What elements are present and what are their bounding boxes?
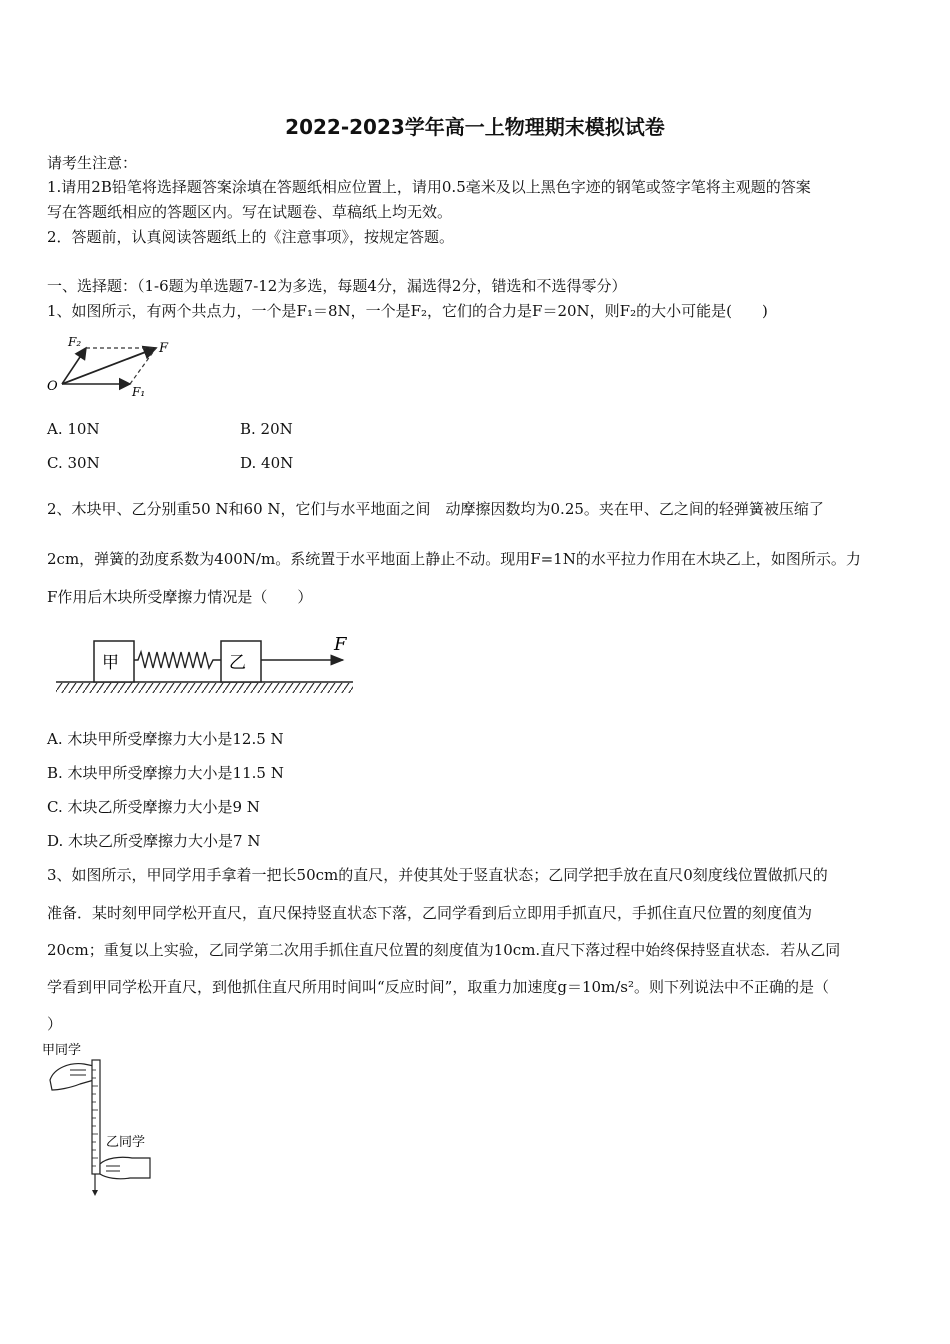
student-jia-label: 甲同学 bbox=[42, 1043, 82, 1058]
q2-option-c[interactable]: C. 木块乙所受摩擦力大小是9 N bbox=[47, 798, 260, 816]
q1-force-diagram bbox=[44, 332, 184, 402]
q1-stem: 1、如图所示，有两个共点力，一个是F₁＝8N，一个是F₂，它们的合力是F＝20N，则F₂的大小可能是( ) bbox=[47, 302, 768, 320]
q2-stem-line-1: 2、木块甲、乙分别重50 N和60 N，它们与水平地面之间 动摩擦因数均为0.25。夹在甲、乙之间的轻弹簧被压缩了 bbox=[47, 500, 824, 518]
q2-option-b[interactable]: B. 木块甲所受摩擦力大小是11.5 N bbox=[47, 764, 284, 782]
q3-ruler-diagram bbox=[40, 1040, 170, 1200]
q2-stem-line-2: 2cm，弹簧的劲度系数为400N/m。系统置于水平地面上静止不动。现用F=1N的水平拉力作用在木块乙上，如图所示。力 bbox=[47, 550, 861, 568]
q1-option-a[interactable]: A. 10N bbox=[47, 420, 100, 438]
label-f: F bbox=[159, 341, 169, 356]
label-f1: F₁ bbox=[132, 385, 146, 399]
section-heading: 一、选择题：（1-6题为单选题7-12为多选，每题4分，漏选得2分，错选和不选得零分） bbox=[47, 277, 627, 295]
ruler bbox=[92, 1060, 100, 1174]
force-label: F bbox=[334, 634, 347, 655]
notice-line-1: 1.请用2B铅笔将选择题答案涂填在答题纸相应位置上，请用0.5毫米及以上黑色字迹的钢笔或签字笔将主观题的答案 bbox=[47, 178, 811, 196]
ground-hatch bbox=[56, 683, 353, 693]
q1-option-b[interactable]: B. 20N bbox=[240, 420, 293, 438]
resultant-vector bbox=[62, 348, 156, 384]
q1-option-d[interactable]: D. 40N bbox=[240, 454, 294, 472]
notice-line-1b: 写在答题纸相应的答题区内。写在试题卷、草稿纸上均无效。 bbox=[47, 203, 453, 221]
q3-stem-line-3: 20cm；重复以上实验，乙同学第二次用手抓住直尺位置的刻度值为10cm.直尺下落过程中始终保持竖直状态．若从乙同 bbox=[47, 941, 841, 959]
hand-jia bbox=[50, 1064, 94, 1090]
notice-line-2: 2．答题前，认真阅读答题纸上的《注意事项》，按规定答题。 bbox=[47, 228, 455, 246]
q3-stem-line-5: ） bbox=[47, 1015, 63, 1033]
q3-stem-line-1: 3、如图所示，甲同学用手拿着一把长50cm的直尺，并使其处于竖直状态；乙同学把手放在直尺0刻度线位置做抓尺的 bbox=[47, 866, 828, 884]
q3-stem-line-4: 学看到甲同学松开直尺，到他抓住直尺所用时间叫“反应时间”，取重力加速度g＝10m/s²。则下列说法中不正确的是（ bbox=[47, 978, 830, 996]
block-jia-label: 甲 bbox=[102, 653, 119, 673]
q1-option-c[interactable]: C. 30N bbox=[47, 454, 100, 472]
block-yi-label: 乙 bbox=[229, 653, 246, 673]
label-o: O bbox=[47, 379, 58, 394]
student-yi-label: 乙同学 bbox=[106, 1135, 146, 1150]
q2-option-a[interactable]: A. 木块甲所受摩擦力大小是12.5 N bbox=[47, 730, 284, 748]
q2-stem-line-3: F作用后木块所受摩擦力情况是（ ） bbox=[47, 588, 313, 606]
spring bbox=[134, 652, 221, 668]
q3-stem-line-2: 准备．某时刻甲同学松开直尺，直尺保持竖直状态下落，乙同学看到后立即用手抓直尺，手抓住直尺位置的刻度值为 bbox=[47, 904, 813, 922]
hand-yi bbox=[100, 1157, 150, 1179]
page-title: 2022-2023学年高一上物理期末模拟试卷 bbox=[285, 115, 665, 139]
q2-option-d[interactable]: D. 木块乙所受摩擦力大小是7 N bbox=[47, 832, 261, 850]
q2-spring-diagram bbox=[50, 630, 360, 695]
label-f2: F₂ bbox=[68, 335, 82, 349]
notice-heading: 请考生注意： bbox=[47, 154, 138, 172]
